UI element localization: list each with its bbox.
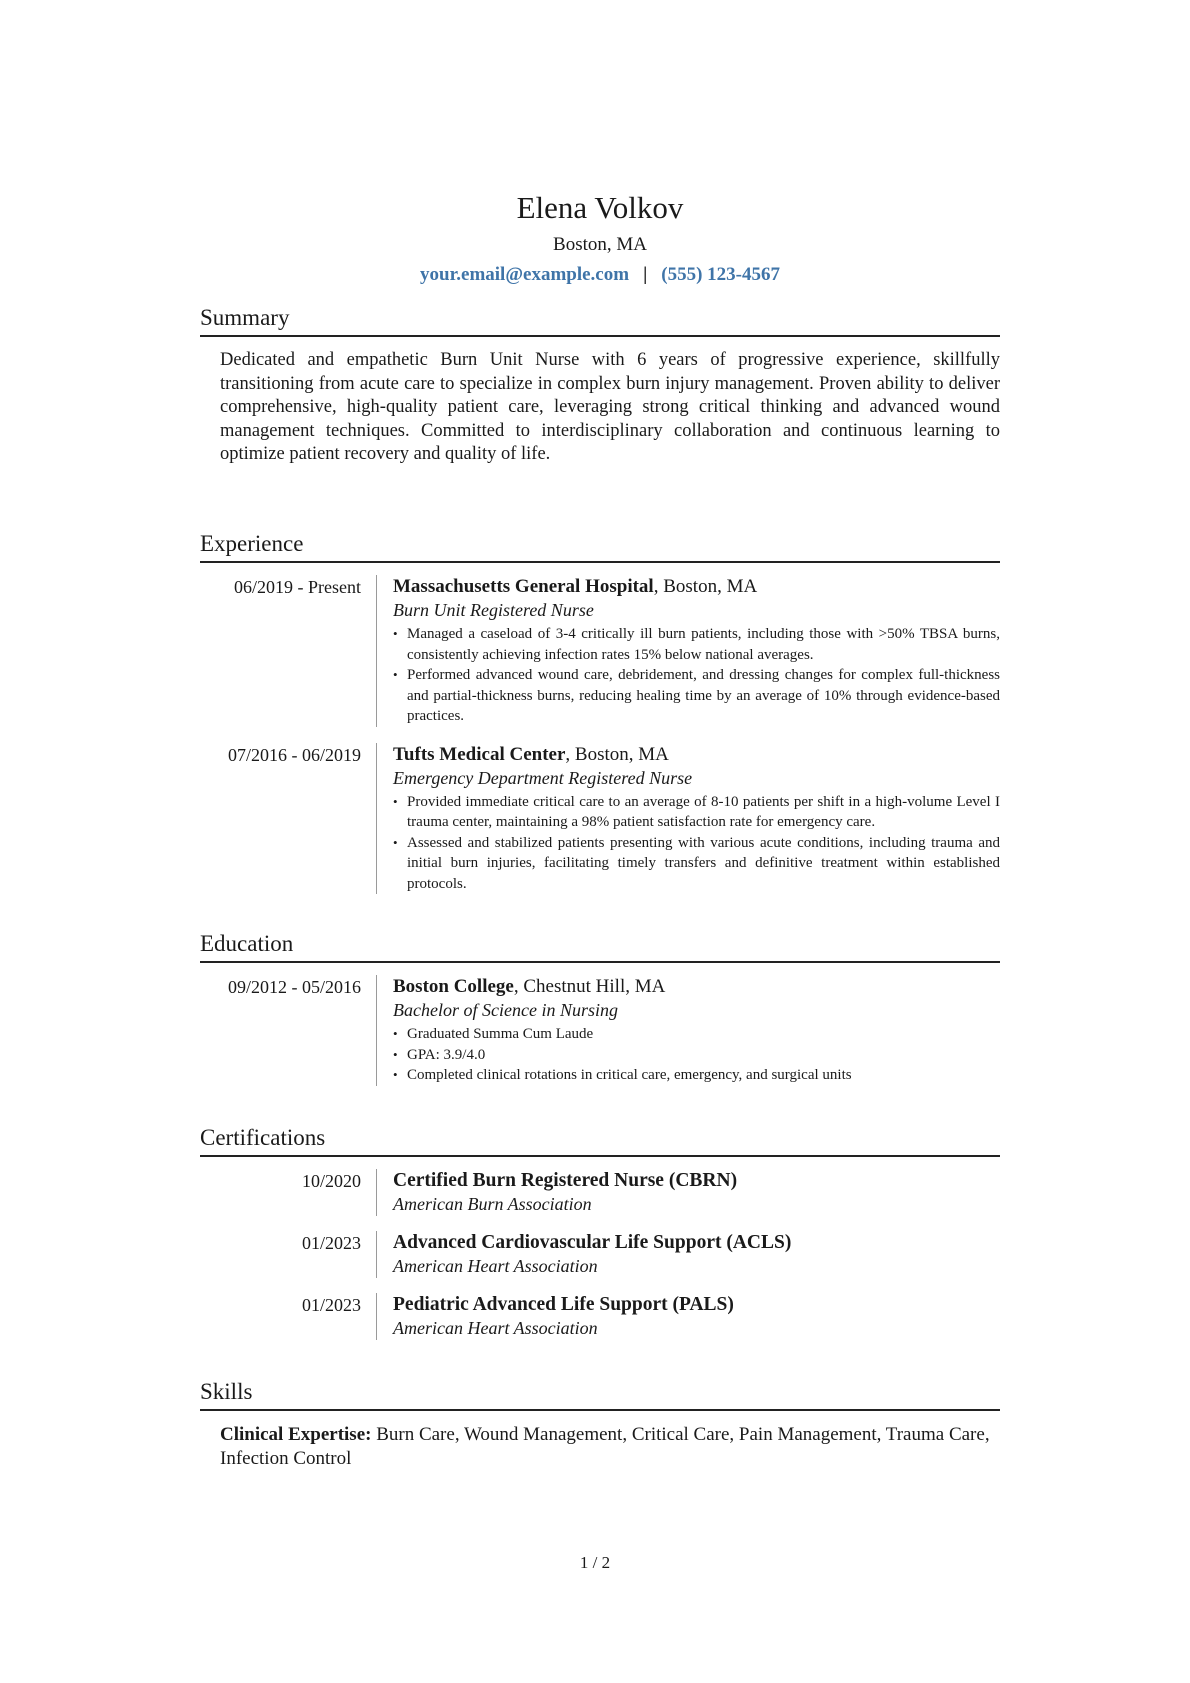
education-section — [200, 928, 1000, 1086]
entry-body — [376, 1293, 1000, 1340]
certification-name: Pediatric Advanced Life Support (PALS) — [393, 1294, 734, 1315]
entry-body — [376, 575, 1000, 727]
organization-name: Tufts Medical Center — [393, 743, 566, 765]
entry-body — [376, 975, 1000, 1086]
entry-date: 01/2023 — [301, 1295, 361, 1315]
organization-location: , Chestnut Hill, MA — [513, 976, 666, 997]
page-number: 1 / 2 — [579, 1553, 611, 1572]
bullet-item: • Completed clinical rotations in critical care, emergency, and surgical units — [393, 1065, 1000, 1086]
certification-entry — [200, 1231, 1000, 1278]
candidate-name: Elena Volkov — [516, 190, 684, 225]
skills-text — [220, 1423, 1000, 1470]
certifications-section — [200, 1122, 1000, 1340]
skills-label: Clinical Expertise: — [220, 1424, 372, 1445]
contact-line — [200, 262, 1000, 288]
bullet-item: • Provided immediate critical care to an average of 8-10 patients per shift in a high-volume Level I trauma center, maintaining a 98% patient satisfaction rate for emergency care. — [393, 792, 1000, 833]
summary-text: Dedicated and empathetic Burn Unit Nurse with 6 years of progressive experience, skillfully transitioning from acute care to specialize in complex burn injury management. Proven ability to deliver comprehensive, high-quality patient care, leveraging strong critical thinking and advanced wound management techniques. Committed to interdisciplinary collaboration and continuous learning to optimize patient recovery and quality of life. — [220, 350, 1000, 464]
entry-organization — [393, 575, 1000, 599]
summary-section — [200, 302, 1000, 467]
certification-issuer: American Heart Association — [393, 1318, 598, 1338]
certification-entry — [200, 1169, 1000, 1216]
contact-separator: | — [643, 264, 648, 285]
phone-link[interactable]: (555) 123-4567 — [661, 264, 780, 285]
skills-list: Burn Care, Wound Management, Critical Care, Pain Management, Trauma Care, Infection Control — [220, 1424, 990, 1469]
email-link[interactable]: your.email@example.com — [420, 264, 630, 285]
section-title-experience: Experience — [200, 528, 1000, 563]
organization-location: , Boston, MA — [565, 743, 669, 765]
section-title-skills: Skills — [200, 1376, 1000, 1411]
certification-issuer: American Heart Association — [393, 1256, 598, 1276]
entry-organization — [393, 743, 1000, 767]
candidate-location: Boston, MA — [553, 234, 647, 255]
entry-date: 09/2012 - 05/2016 — [228, 977, 361, 997]
entry-bullets — [393, 792, 1000, 895]
section-title-certifications: Certifications — [200, 1122, 1000, 1157]
bullet-item: • Managed a caseload of 3-4 critically ill burn patients, including those with >50% TBSA burns, consistently achieving infection rates 15% below national averages. — [393, 624, 1000, 665]
education-entry — [200, 975, 1000, 1086]
certification-name: Certified Burn Registered Nurse (CBRN) — [393, 1170, 738, 1191]
bullet-item: • Graduated Summa Cum Laude — [393, 1024, 1000, 1045]
resume-header — [200, 188, 1000, 288]
entry-organization — [393, 975, 1000, 999]
entry-body — [376, 1231, 1000, 1278]
organization-name: Massachusetts General Hospital — [393, 576, 654, 597]
entry-date: 07/2016 - 06/2019 — [228, 744, 361, 765]
bullet-item: • GPA: 3.9/4.0 — [393, 1045, 1000, 1066]
experience-section — [200, 528, 1000, 894]
section-title-education: Education — [200, 928, 1000, 963]
certification-entry — [200, 1293, 1000, 1340]
organization-name: Boston College — [393, 976, 514, 997]
entry-bullets — [393, 1024, 1000, 1086]
experience-entry — [200, 575, 1000, 727]
certification-issuer: American Burn Association — [393, 1194, 592, 1214]
bullet-item: • Performed advanced wound care, debridement, and dressing changes for complex full-thickness and partial-thickness burns, reducing healing time by an average of 10% through evidence-based practices. — [393, 665, 1000, 727]
experience-entry — [200, 743, 1000, 895]
entry-role: Burn Unit Registered Nurse — [393, 600, 594, 620]
bullet-item: • Assessed and stabilized patients presenting with various acute conditions, including trauma and initial burn injuries, facilitating timely transfers and definitive treatment within established protocols. — [393, 833, 1000, 895]
entry-date: 06/2019 - Present — [234, 577, 361, 597]
section-title-summary: Summary — [200, 302, 1000, 337]
organization-location: , Boston, MA — [653, 576, 758, 597]
certification-name: Advanced Cardiovascular Life Support (ACLS) — [393, 1232, 792, 1253]
skills-section — [200, 1376, 1000, 1470]
entry-bullets — [393, 624, 1000, 727]
entry-date: 01/2023 — [301, 1233, 361, 1253]
entry-body — [376, 743, 1000, 895]
entry-role: Emergency Department Registered Nurse — [393, 767, 693, 788]
entry-date: 10/2020 — [301, 1171, 361, 1191]
entry-body — [376, 1169, 1000, 1216]
entry-degree: Bachelor of Science in Nursing — [393, 1000, 618, 1020]
